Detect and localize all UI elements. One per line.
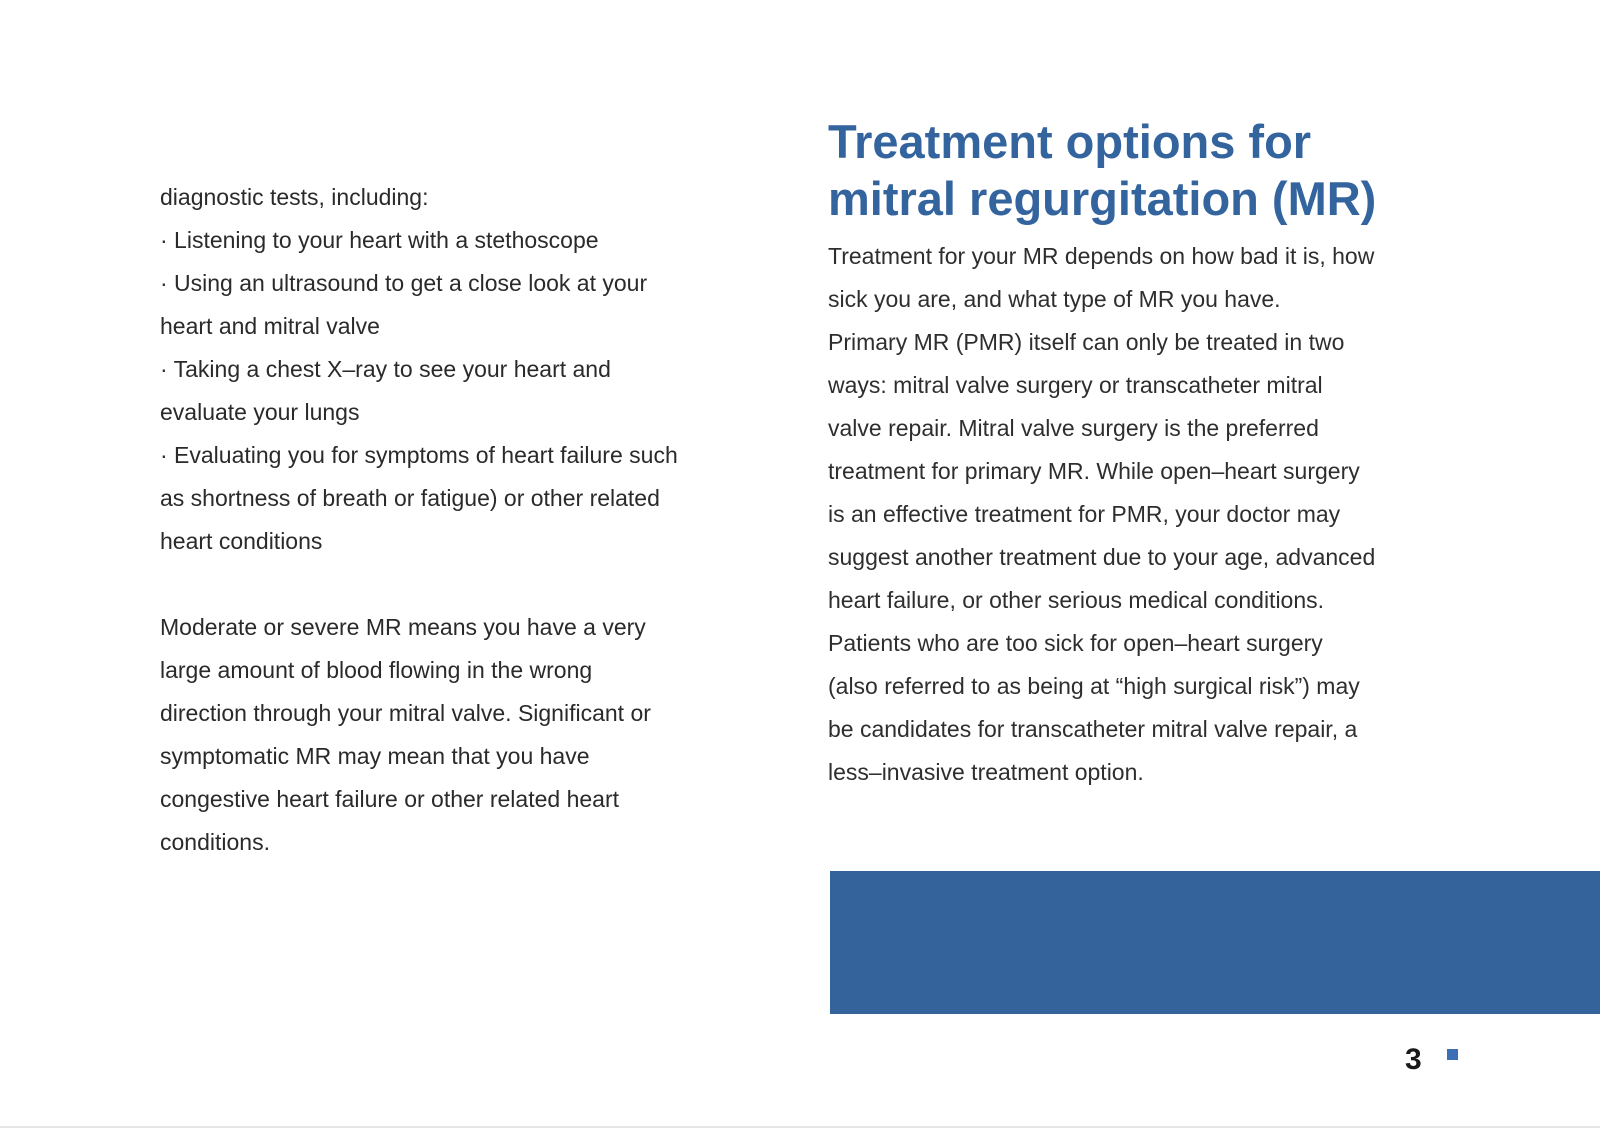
- text-line: suggest another treatment due to your age, advanced: [828, 544, 1376, 570]
- text-line: heart failure, or other serious medical conditions.: [828, 587, 1325, 613]
- bullet-item: · Listening to your heart with a stethoscope: [160, 227, 599, 253]
- section-heading: [828, 113, 1468, 227]
- text-line: less–invasive treatment option.: [828, 759, 1144, 785]
- text-line: be candidates for transcatheter mitral valve repair, a: [828, 716, 1358, 742]
- page-number: 3: [1405, 1043, 1422, 1076]
- text-line: is an effective treatment for PMR, your doctor may: [828, 501, 1341, 527]
- page-marker-square: [1447, 1049, 1458, 1060]
- paragraph-spacer: [160, 563, 760, 606]
- text-line: large amount of blood flowing in the wrong: [160, 657, 593, 683]
- text-line: treatment for primary MR. While open–heart surgery: [828, 458, 1360, 484]
- text-line: valve repair. Mitral valve surgery is the preferred: [828, 415, 1319, 441]
- text-line: heart and mitral valve: [160, 313, 380, 339]
- text-line: (also referred to as being at “high surgical risk”) may: [828, 673, 1360, 699]
- text-line: congestive heart failure or other related heart: [160, 786, 619, 812]
- text-line: evaluate your lungs: [160, 399, 360, 425]
- left-column: [160, 176, 760, 864]
- decorative-blue-block: [830, 871, 1600, 1014]
- heading-line-2: mitral regurgitation (MR): [828, 172, 1377, 225]
- text-line: symptomatic MR may mean that you have: [160, 743, 590, 769]
- text-line: diagnostic tests, including:: [160, 184, 429, 210]
- right-column: [828, 113, 1468, 794]
- text-line: heart conditions: [160, 528, 323, 554]
- text-line: Patients who are too sick for open–heart surgery: [828, 630, 1323, 656]
- text-line: ways: mitral valve surgery or transcatheter mitral: [828, 372, 1323, 398]
- text-line: Primary MR (PMR) itself can only be treated in two: [828, 329, 1345, 355]
- text-line: direction through your mitral valve. Significant or: [160, 700, 651, 726]
- heading-line-1: Treatment options for: [828, 115, 1312, 168]
- bullet-item: · Taking a chest X–ray to see your heart and: [160, 356, 611, 382]
- bullet-item: · Evaluating you for symptoms of heart failure such: [160, 442, 678, 468]
- text-line: Treatment for your MR depends on how bad it is, how: [828, 243, 1375, 269]
- text-line: Moderate or severe MR means you have a very: [160, 614, 646, 640]
- text-line: sick you are, and what type of MR you have.: [828, 286, 1281, 312]
- text-line: conditions.: [160, 829, 270, 855]
- bullet-item: · Using an ultrasound to get a close look at your: [160, 270, 648, 296]
- text-line: as shortness of breath or fatigue) or other related: [160, 485, 660, 511]
